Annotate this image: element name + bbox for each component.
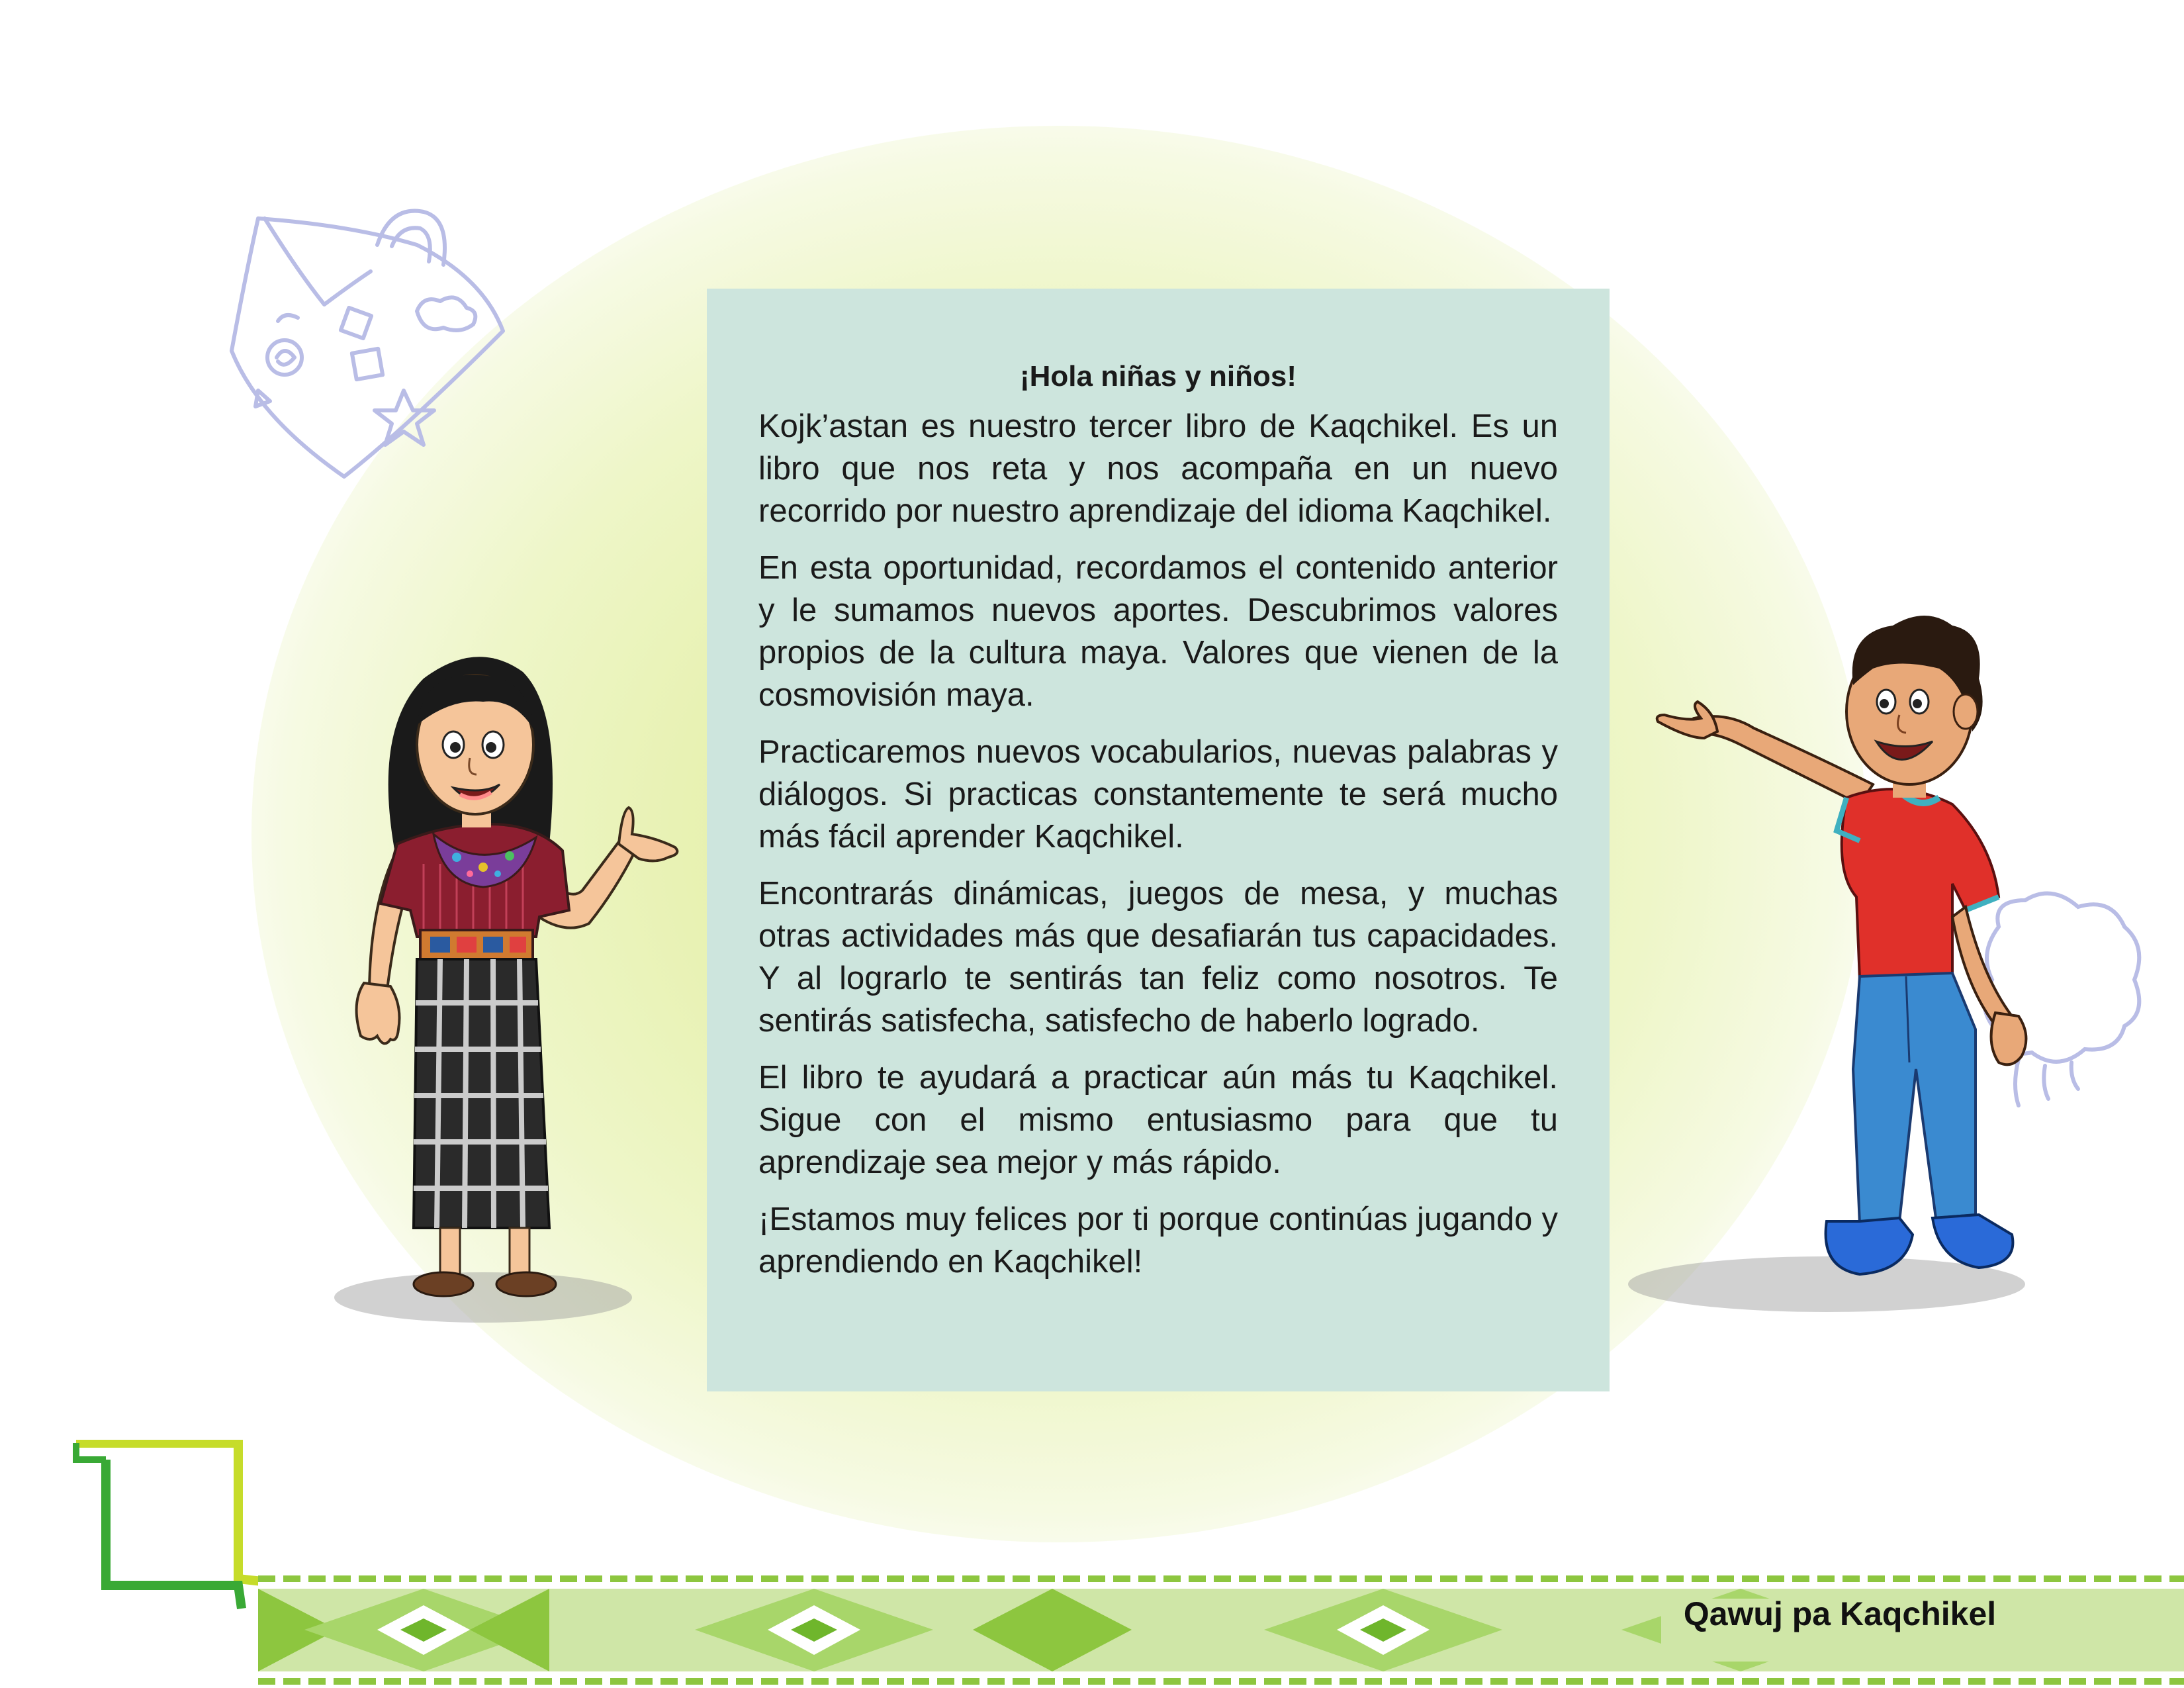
corner-bracket-decoration bbox=[73, 1440, 271, 1612]
welcome-letter-panel bbox=[707, 289, 1610, 1391]
book-title-footer: Qawuj pa Kaqchikel bbox=[1683, 1595, 1997, 1632]
letter-paragraph-5: El libro te ayudará a practicar aún más tu Kaqchikel. Sigue con el mismo entusiasmo para que tu aprendizaje sea mejor y más rápido. bbox=[758, 1060, 1558, 1180]
letter-paragraph-3: Practicaremos nuevos vocabularios, nuevas palabras y diálogos. Si practicas constantemente te será mucho más fácil aprender Kaqchikel. bbox=[758, 734, 1558, 855]
letter-paragraph-1: Kojk’astan es nuestro tercer libro de Kaqchikel. Es un libro que nos reta y nos acompaña en un nuevo recorrido por nuestro aprendizaje del idioma Kaqchikel. bbox=[758, 408, 1558, 529]
boy-character-illustration bbox=[1608, 606, 2032, 1334]
letter-paragraph-6: ¡Estamos muy felices por ti porque continúas jugando y aprendiendo en Kaqchikel! bbox=[758, 1201, 1558, 1280]
girl-character-illustration bbox=[324, 645, 708, 1334]
letter-heading: ¡Hola niñas y niños! bbox=[1019, 360, 1297, 393]
letter-paragraph-4: Encontrarás dinámicas, juegos de mesa, y muchas otras actividades más que desafiarán tus capacidades. Y al lograrlo te sentirás tan feliz como nosotros. Te sentirás satisfecha, satisfecho de haberlo logrado. bbox=[758, 876, 1558, 1039]
letter-paragraph-2: En esta oportunidad, recordamos el contenido anterior y le sumamos nuevos aportes. Descubrimos valores propios de la cultura maya. Valores que vienen de la cosmovisión maya. bbox=[758, 550, 1558, 713]
schoolbag-sketch-icon bbox=[218, 199, 523, 490]
